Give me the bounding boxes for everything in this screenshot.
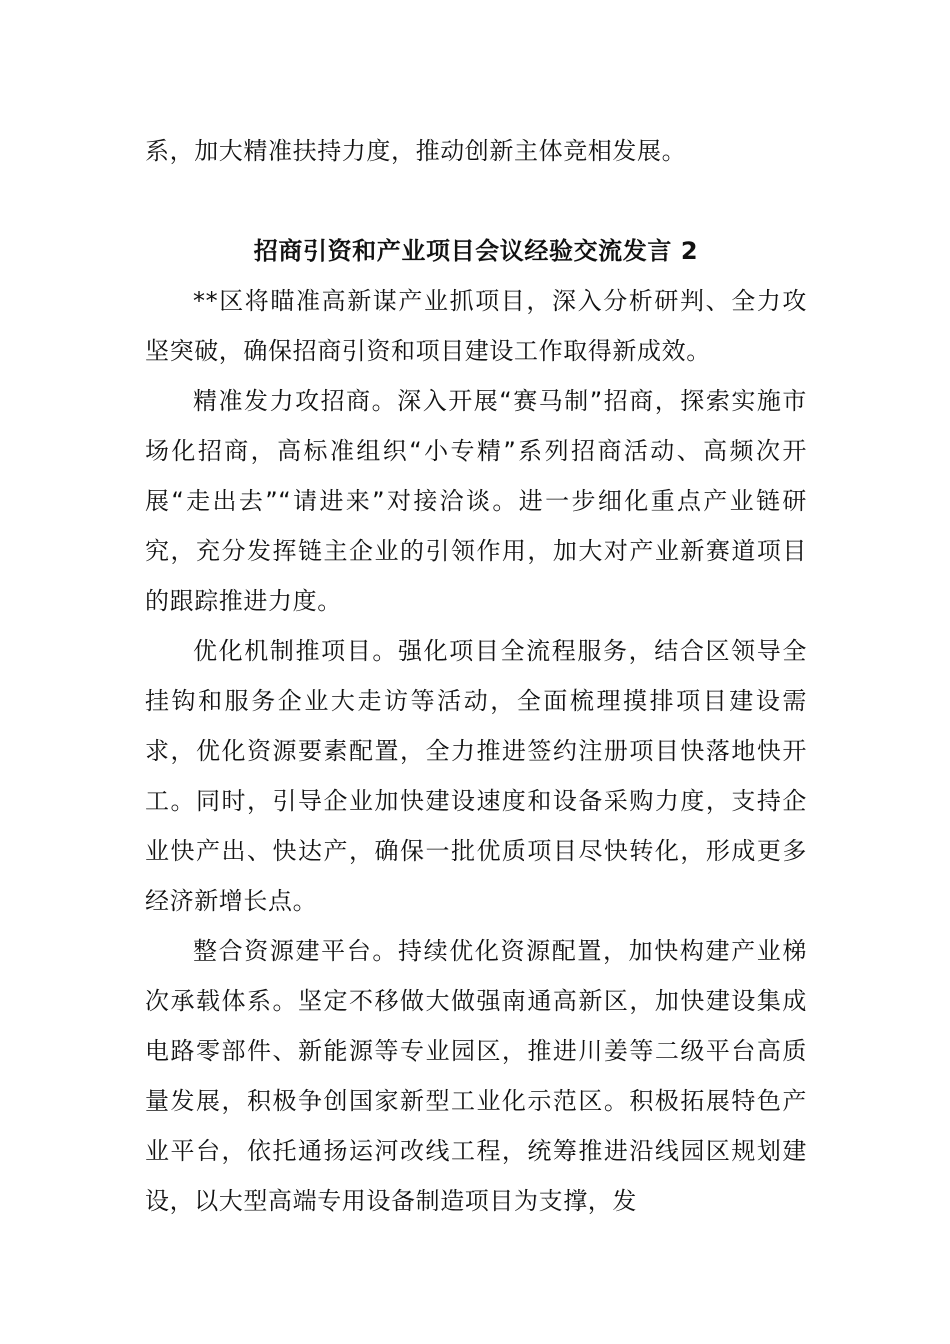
paragraph-intro: **区将瞄准高新谋产业抓项目，深入分析研判、全力攻坚突破，确保招商引资和项目建设工作取得新成效。 bbox=[145, 287, 807, 365]
paragraph-platform: 整合资源建平台。持续优化资源配置，加快构建产业梯次承载体系。坚定不移做大做强南通高新区，加快建设集成电路零部件、新能源等专业园区，推进川姜等二级平台高质量发展，积极争创国家新型工业化示范区。积极拓展特色产业平台，依托通扬运河改线工程，统筹推进沿线园区规划建设，以大型高端专用设备制造项目为支撑，发 bbox=[145, 937, 807, 1215]
section-title: 招商引资和产业项目会议经验交流发言 2 bbox=[253, 237, 699, 265]
paragraph-projects: 优化机制推项目。强化项目全流程服务，结合区领导全挂钩和服务企业大走访等活动，全面梳理摸排项目建设需求，优化资源要素配置，全力推进签约注册项目快落地快开工。同时，引导企业加快建设速度和设备采购力度，支持企业快产出、快达产，确保一批优质项目尽快转化，形成更多经济新增长点。 bbox=[145, 637, 807, 915]
paragraph-investment: 精准发力攻招商。深入开展“赛马制”招商，探索实施市场化招商，高标准组织“小专精”系列招商活动、高频次开展“走出去”“请进来”对接洽谈。进一步细化重点产业链研究，充分发挥链主企业的引领作用，加大对产业新赛道项目的跟踪推进力度。 bbox=[145, 387, 807, 615]
continuation-paragraph: 系，加大精准扶持力度，推动创新主体竞相发展。 bbox=[145, 137, 687, 165]
body-text bbox=[145, 276, 807, 1226]
